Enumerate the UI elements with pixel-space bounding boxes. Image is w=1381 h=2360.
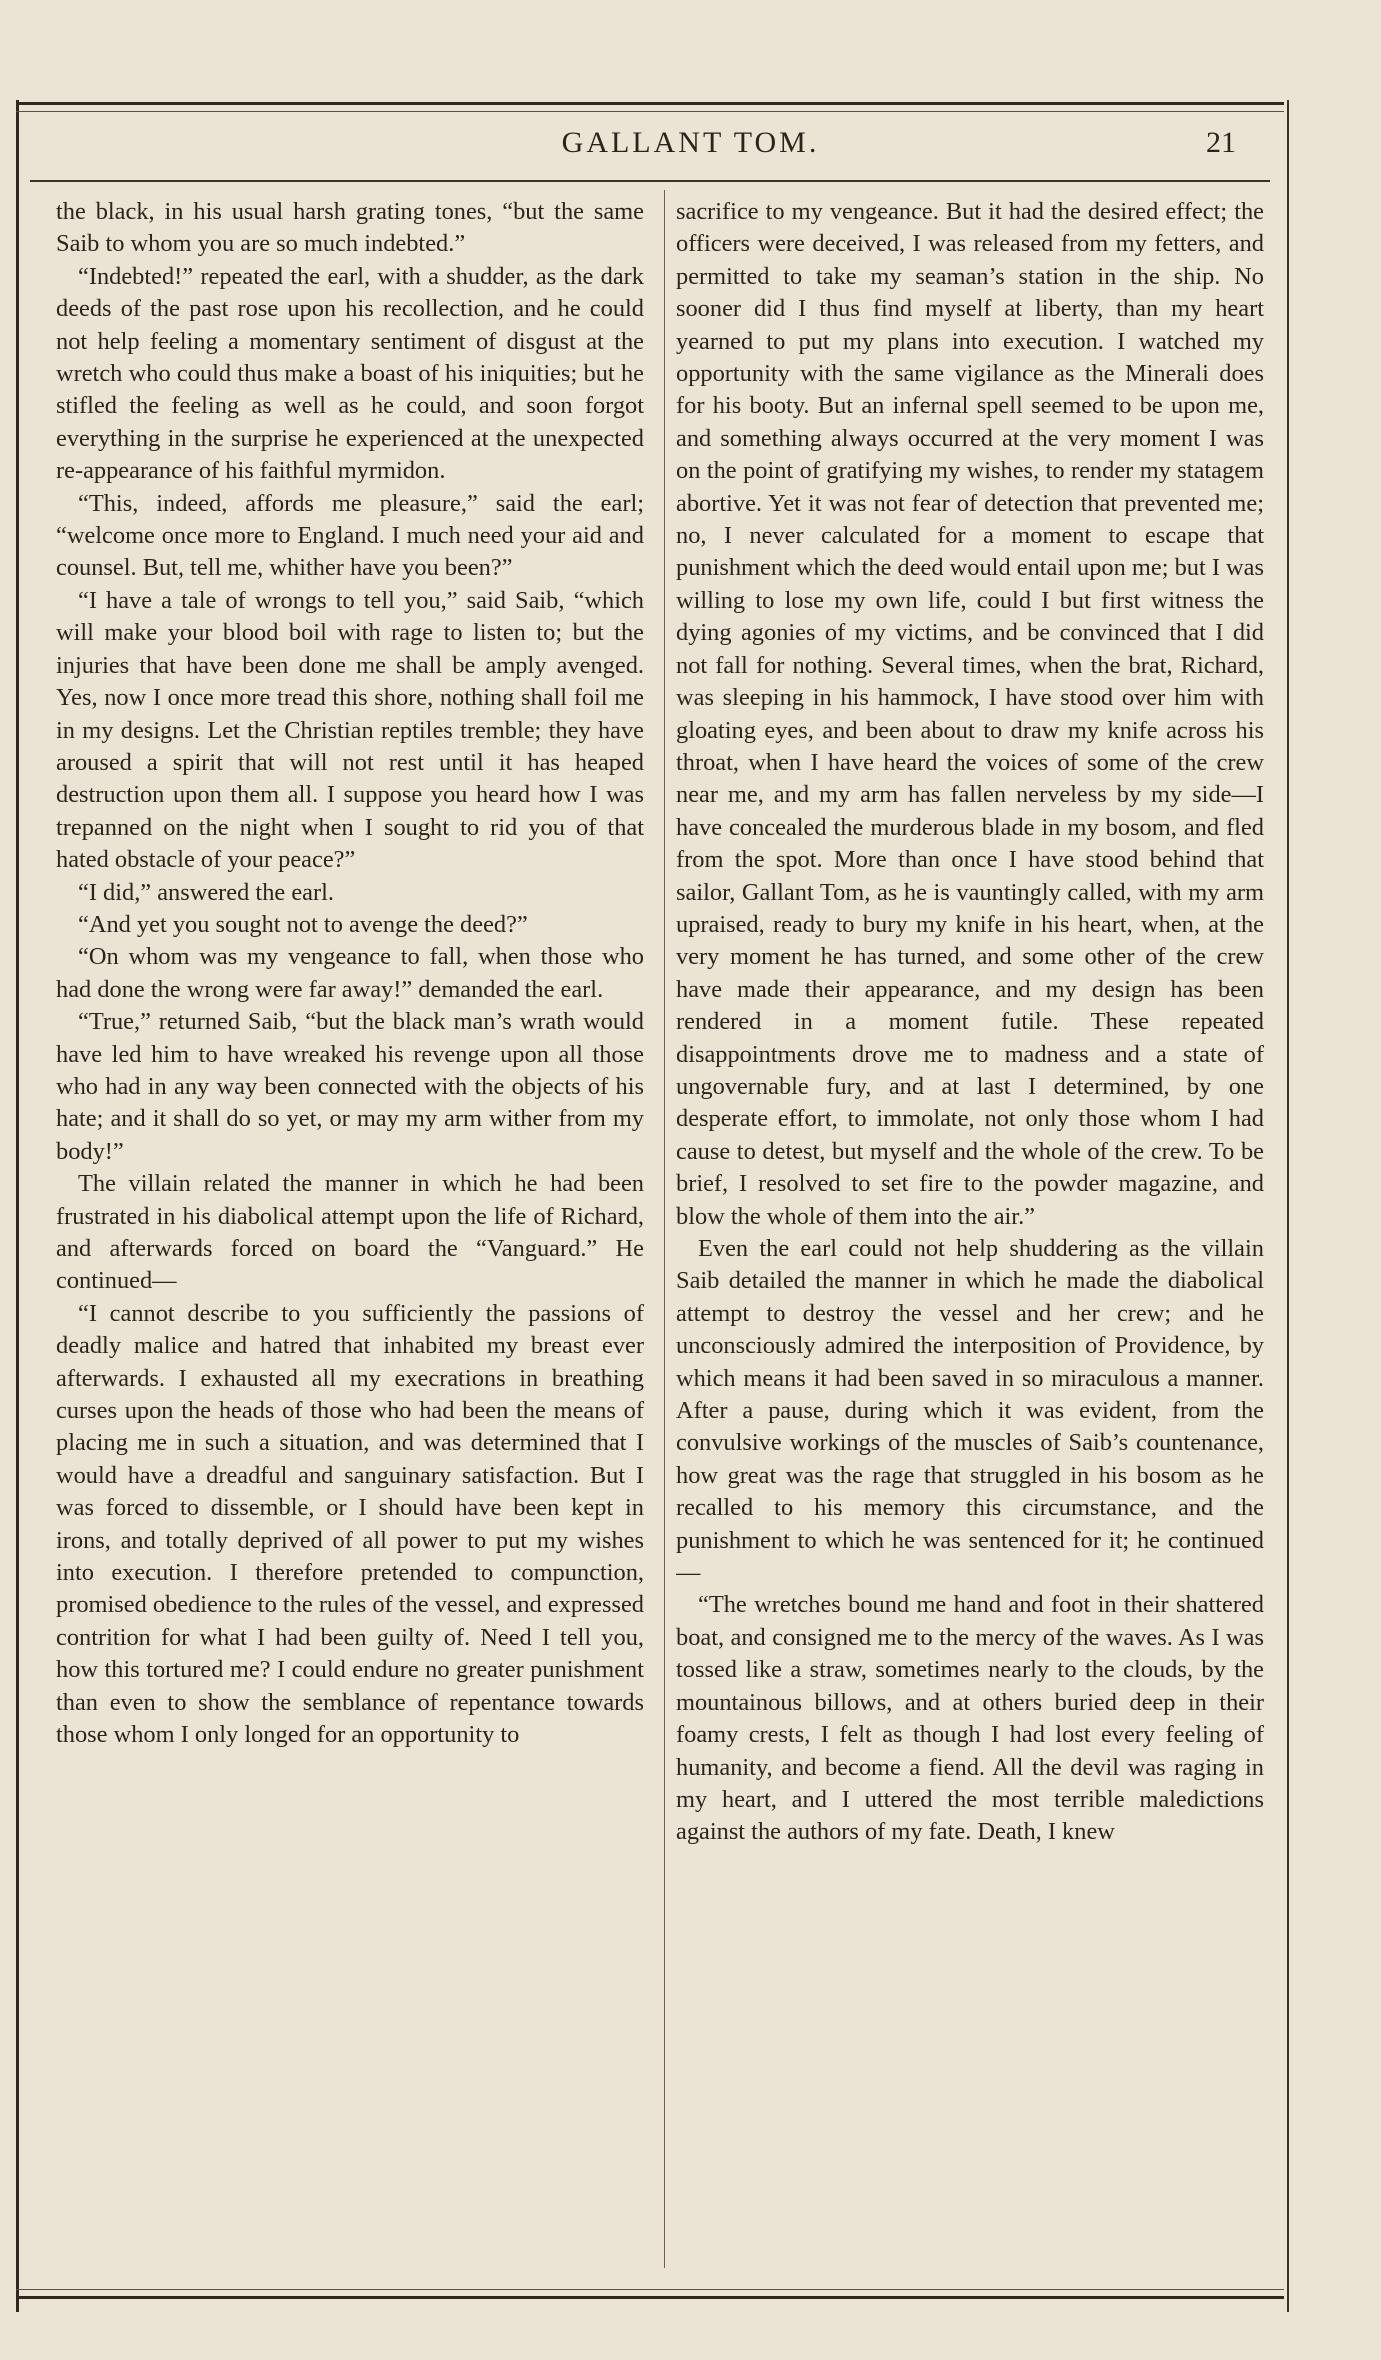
paragraph: Even the earl could not help shuddering as the villain Saib detailed the manner in which he made the diabolical attempt to destroy the vessel and her crew; and he unconsciously admired the interposition of Providence, by which means it had been saved in so miraculous a manner. After a pause, during which it was evident, from the convulsive workings of the muscles of Saib’s countenance, how great was the rage that struggled in his bosom as he recalled to his memory this circumstance, and the punishment to which he was sentenced for it; he continued— [676,1235,1264,1587]
page-number: 21 [1206,126,1236,159]
paragraph: “I have a tale of wrongs to tell you,” said Saib, “which will make your blood boil with rage to listen to; but the injuries that have been done me shall be amply avenged. Yes, now I once more tread this shore, nothing shall foil me in my designs. Let the Christian reptiles tremble; they have aroused a spirit that will not rest until it has heaped destruction upon them all. I suppose you heard how I was trepanned on the night when I sought to rid you of that hated obstacle of your peace?” [56,586,644,874]
paragraph: “Indebted!” repeated the earl, with a shudder, as the dark deeds of the past rose upon his recollection, and he could not help feeling a momentary sentiment of disgust at the wretch who could thus make a boast of his iniquities; but he stifled the feeling as well as he could, and soon forgot everything in the surprise he experienced at the unexpected re-appearance of his faithful myrmidon. [56,262,644,485]
left-column [56,196,644,2276]
header-rule [30,180,1270,182]
paragraph: “I did,” answered the earl. [78,878,334,906]
bottom-rule-thin [16,2289,1284,2290]
paragraph: the black, in his usual harsh grating tones, “but the same Saib to whom you are so much indebted.” [56,198,644,258]
paragraph: “On whom was my vengeance to fall, when those who had done the wrong were far away!” demanded the earl. [56,943,644,1003]
bottom-rule [16,2296,1284,2299]
paragraph: “This, indeed, affords me pleasure,” said the earl; “welcome once more to England. I much need your aid and counsel. But, tell me, whither have you been?” [56,489,644,582]
paragraph: sacrifice to my vengeance. But it had the desired effect; the officers were deceived, I was released from my fetters, and permitted to take my seaman’s station in the ship. No sooner did I thus find myself at liberty, than my heart yearned to put my plans into execution. I watched my opportunity with the same vigilance as the Minerali does for his booty. But an infernal spell seemed to be upon me, and something always occurred at the very moment I was on the point of gratifying my wishes, to render my statagem abortive. Yet it was not fear of detection that prevented me; no, I never calculated for a moment to escape that punishment which the deed would entail upon me; but I was willing to lose my own life, could I but first witness the dying agonies of my victims, and be convinced that I did not fall for nothing. Several times, when the brat, Richard, was sleeping in his hammock, I have stood over him with gloating eyes, and been about to draw my knife across his throat, when I have heard the voices of some of the crew near me, and my arm has fallen nerveless by my side—I have concealed the murderous blade in my bosom, and fled from the spot. More than once I have stood behind that sailor, Gallant Tom, as he is vauntingly called, with my arm upraised, ready to bury my knife in his heart, when, at the very moment he has turned, and some other of the crew have made their appearance, and my design has been rendered in a moment futile. These repeated disappointments drove me to madness and a state of ungovernable fury, and at last I determined, by one desperate effort, to immolate, not only those whom I had cause to detest, but myself and the whole of the crew. To be brief, I resolved to set fire to the powder magazine, and blow the whole of them into the air.” [676,198,1264,1230]
paragraph: The villain related the manner in which he had been frustrated in his diabolical attempt upon the life of Richard, and afterwards forced on board the “Vanguard.” He continued— [56,1170,644,1295]
paragraph: “And yet you sought not to avenge the deed?” [78,910,528,938]
running-head: GALLANT TOM. [561,126,820,159]
paragraph: “True,” returned Saib, “but the black man’s wrath would have led him to have wreaked his revenge upon all those who had in any way been connected with the objects of his hate; and it shall do so yet, or may my arm wither from my body!” [56,1008,644,1165]
paragraph: “The wretches bound me hand and foot in their shattered boat, and consigned me to the mercy of the waves. As I was tossed like a straw, sometimes nearly to the clouds, by the mountainous billows, and at others buried deep in their foamy crests, I felt as though I had lost every feeling of humanity, and become a fiend. All the devil was raging in my heart, and I uttered the most terrible maledictions against the authors of my fate. Death, I knew [676,1591,1264,1846]
paragraph: “I cannot describe to you sufficiently the passions of deadly malice and hatred that inhabited my breast ever afterwards. I exhausted all my execrations in breathing curses upon the heads of those who had been the means of placing me in such a situation, and was determined that I would have a dreadful and sanguinary satisfaction. But I was forced to dissemble, or I should have been kept in irons, and totally deprived of all power to put my wishes into execution. I therefore pretended to compunction, promised obedience to the rules of the vessel, and expressed contrition for what I had been guilty of. Need I tell you, how this tortured me? I could endure no greater punishment than even to show the semblance of repentance towards those whom I only longed for an opportunity to [56,1299,644,1749]
top-rule [16,102,1284,105]
column-divider [664,190,665,2268]
top-rule-thin [16,111,1284,112]
right-column [676,196,1264,2276]
